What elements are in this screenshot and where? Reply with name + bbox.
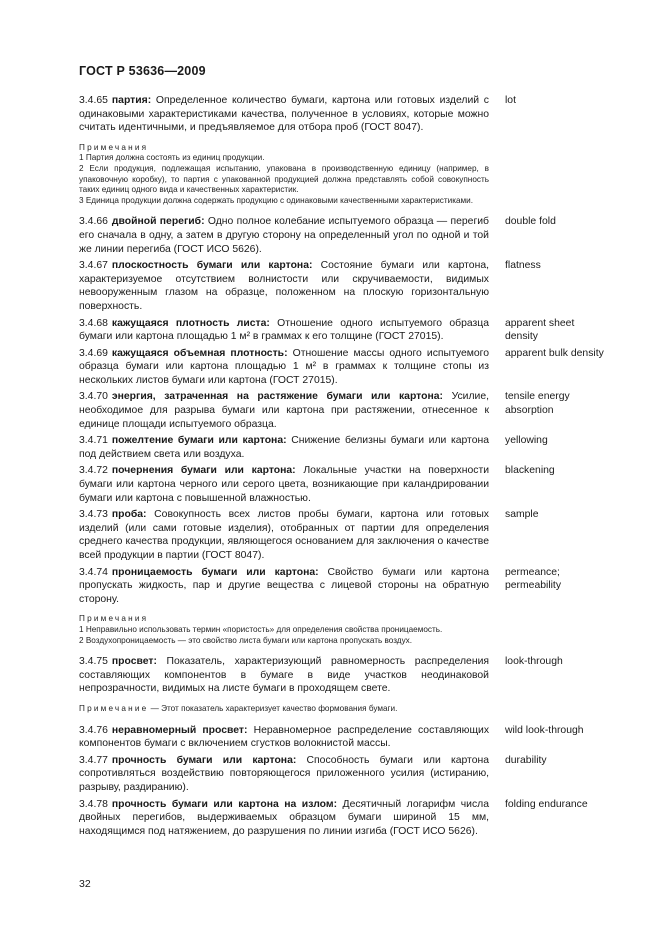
term-definition-block [79,347,489,388]
term-entry [79,259,599,313]
term-definition-block [79,508,489,562]
term-name: двойной перегиб: [111,216,205,228]
term-definition-block [79,434,489,461]
note-line: 1 Партия должна состоять из единиц продукции. [79,153,265,163]
term-entry [79,317,599,344]
term-name: почернения бумаги или картона: [111,465,296,477]
term-definition-block [79,390,489,431]
term-number: 3.4.72 [79,465,108,477]
note-block [79,614,489,646]
english-equivalent: lot [505,95,516,106]
term-definition: Десятичный логарифм числа двойных перегибов, выдерживаемых образцом бумаги шириной 15 мм, находящимся под натяжением, до разрушения по линии изгиба (ГОСТ ИСО 5626). [79,798,489,837]
english-equivalent: apparent bulk density [505,347,604,359]
term-number: 3.4.68 [79,317,108,329]
term-definition-block [79,94,489,135]
note-line: 2 Если продукция, подлежащая испытанию, упакована в производственную единицу (например, в упаковочную коробку), то партия с упакованной продукцией должна представлять собой совокупность таких единиц одного вида и качественных характеристик. [79,163,489,195]
term-entry [79,215,599,256]
english-equivalent: blackening [505,465,555,477]
term-definition-block [79,215,489,256]
term-entry [79,390,599,431]
term-number: 3.4.73 [79,509,108,521]
note-line: 1 Неправильно использовать термин «пористость» для определения свойства проницаемость. [79,624,443,634]
term-entry [79,464,599,505]
term-number: 3.4.71 [79,435,108,447]
term-name: пожелтение бумаги или картона: [111,435,287,447]
note-text: — Этот показатель характеризует качество формования бумаги. [150,703,398,713]
term-definition: Свойство бумаги или картона пропускать жидкость, пар и другие вещества с лицевой стороны на обратную сторону. [79,566,489,605]
term-name: кажущаяся плотность листа: [111,317,270,329]
term-definition-block [79,566,489,607]
term-entry [79,434,599,461]
term-number: 3.4.65 [79,95,108,106]
term-definition: Совокупность всех листов пробы бумаги, картона или готовых изделий (или сами готовые изделия), отобранных от партии для определения среднего качества продукции, являющегося основанием для заключения о качестве всей продукции в партии (ГОСТ 8047). [79,509,489,561]
term-entry [79,566,599,607]
term-definition: Отношение одного испытуемого образца бумаги или картона площадью 1 м² в граммах к его толщине (ГОСТ 27015). [79,317,489,343]
term-name: проба: [111,509,147,521]
term-definition-block [79,798,489,839]
term-name: неравномерный просвет: [111,724,248,736]
term-name: энергия, затраченная на растяжение бумаги или картона: [111,391,443,403]
note-line: 3 Единица продукции должна содержать продукцию с одинаковыми качественными характеристиками. [79,195,474,205]
english-equivalent: tensile energy absorption [505,391,570,417]
term-entry [79,508,599,562]
term-name: партия: [111,95,152,106]
english-equivalent: look-through [505,656,563,668]
term-definition: Определенное количество бумаги, картона или готовых изделий с одинаковыми характеристиками качества, полученное в условиях, которые можно считать идентичными, и предъявляемое для отбора проб (ГОСТ 8047). [79,95,489,134]
term-entry [79,94,599,135]
term-name: прочность бумаги или картона: [111,754,297,766]
term-number: 3.4.70 [79,391,108,403]
term-definition-block [79,724,489,751]
term-definition: Локальные участки на поверхности бумаги или картона черного или серого цвета, возникающие при каландрировании бумаги или картона с повышенной влажностью. [79,465,490,504]
term-number: 3.4.78 [79,798,108,810]
term-entry [79,754,599,795]
term-entry [79,655,599,696]
english-equivalent: folding endurance [505,798,588,810]
term-definition: Отношение массы одного испытуемого образца бумаги или картона площадью 1 м² в граммах к толщине стопы из нескольких листов бумаги или картона (ГОСТ 27015). [79,347,490,386]
page-number: 32 [79,878,91,890]
term-number: 3.4.66 [79,216,108,228]
term-definition-block [79,655,489,696]
term-name: просвет: [111,656,157,668]
english-equivalent: flatness [505,260,541,272]
english-equivalent: durability [505,754,547,766]
term-definition-block [79,464,489,505]
term-number: 3.4.69 [79,347,108,359]
term-name: прочность бумаги или картона на излом: [111,798,338,810]
term-number: 3.4.77 [79,754,108,766]
english-equivalent: yellowing [505,435,548,447]
term-definition: Одно полное колебание испытуемого образца — перегиб его сначала в одну, а затем в другую сторону на определенный угол по одной и той же линии перегиба (ГОСТ ИСО 5626). [79,216,489,255]
note-heading: Примечания [79,142,149,152]
note-line [79,704,489,715]
term-definition-block [79,317,489,344]
english-equivalent: wild look-through [505,724,584,736]
term-definition: Неравномерное распределение составляющих компонентов бумаги с включением сгустков волокнистой массы. [79,724,490,750]
note-heading: Примечание [79,703,149,713]
document-header: ГОСТ Р 53636—2009 [79,64,206,78]
term-name: кажущаяся объемная плотность: [111,347,288,359]
note-block [79,704,489,715]
term-number: 3.4.67 [79,260,108,272]
term-definition-block [79,259,489,313]
note-line: 2 Воздухопроницаемость — это свойство листа бумаги или картона пропускать воздух. [79,635,413,645]
english-equivalent: double fold [505,216,556,228]
term-entry [79,798,599,839]
term-entry [79,347,604,388]
term-definition-block [79,754,489,795]
note-heading: Примечания [79,614,149,624]
term-definition: Состояние бумаги или картона, характеризуемое отсутствием волнистости или скручиваемости, видимых невооруженным глазом на образце, положенном на плоскую горизонтальную поверхность. [79,260,489,312]
term-definition: Снижение белизны бумаги или картона под действием света или воздуха. [79,435,489,460]
term-definition: Усилие, необходимое для разрыва бумаги или картона при растяжении, отнесенное к единице площади испытуемого образца. [79,391,490,430]
english-equivalent: permeance; permeability [505,566,562,592]
term-definition: Показатель, характеризующий равномерность распределения составляющих компонентов в бумаге в виде участков неодинаковой непрозрачности, видимых на листе бумаги в проходящем свете. [79,656,490,695]
terms-list [79,94,604,841]
english-equivalent: apparent sheet density [505,317,575,343]
term-definition: Способность бумаги или картона сопротивляться воздействию повторяющегося приложенного усилия (истиранию, разрыву, раздиранию). [79,754,489,793]
term-number: 3.4.74 [79,566,108,578]
term-entry [79,724,599,751]
note-block [79,143,489,207]
english-equivalent: sample [505,509,539,521]
term-number: 3.4.75 [79,656,108,668]
term-number: 3.4.76 [79,724,108,736]
term-name: плоскостность бумаги или картона: [111,260,313,272]
term-name: проницаемость бумаги или картона: [111,566,319,578]
